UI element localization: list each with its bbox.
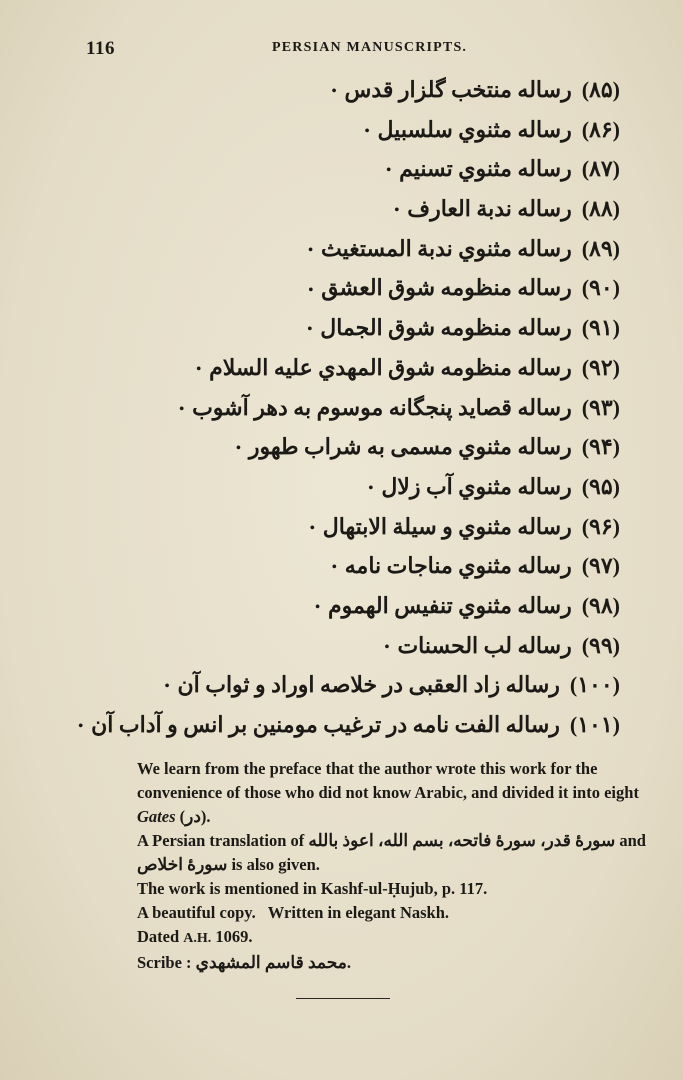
list-item — [90, 507, 620, 547]
era-label: A.H. — [183, 931, 212, 946]
list-item — [90, 110, 620, 150]
bullet-mark: • — [394, 203, 400, 219]
entry-title: رساله مثنوي مناجات نامه — [344, 553, 572, 579]
entry-number: (۹۴) — [581, 434, 620, 460]
list-item — [90, 149, 620, 189]
bullet-mark: • — [309, 520, 315, 536]
entry-title: رساله الفت نامه در ترغيب مومنين بر انس و آداب آن — [91, 712, 560, 737]
list-item — [90, 229, 620, 269]
bullet-mark: • — [196, 361, 202, 377]
entry-number: (۸۶) — [581, 116, 620, 142]
bullet-mark: • — [368, 480, 374, 496]
list-item — [78, 705, 620, 745]
entry-title: رساله مثنوي تنفيس الهموم — [328, 592, 572, 618]
bullet-mark: • — [307, 322, 313, 338]
list-item — [90, 665, 620, 705]
bullet-mark: • — [179, 401, 185, 417]
entry-title: رساله مثنوي مسمى به شراب طهور — [248, 434, 572, 460]
entry-title: رساله مثنوي و سيلة الابتهال — [322, 513, 572, 539]
entry-number: (۱۰۱) — [569, 712, 620, 737]
bullet-mark: • — [235, 441, 241, 457]
entry-number: (۹۱) — [581, 315, 620, 341]
entry-number: (۹۶) — [581, 513, 620, 539]
entry-list — [78, 70, 620, 745]
entry-number: (۹۵) — [581, 473, 620, 499]
entry-title: رساله ندبة العارف — [407, 196, 572, 222]
paragraph-copy: A beautiful copy. Written in elegant Naskh. — [137, 903, 450, 922]
translation-arabic-1: سورهٔ قدر، سورهٔ فاتحه، بسم الله، اعوذ بالله — [308, 831, 616, 850]
bullet-mark: • — [164, 679, 170, 695]
section-rule — [296, 998, 390, 999]
list-item — [90, 268, 620, 308]
bullet-mark: • — [315, 600, 321, 616]
bullet-mark: • — [308, 282, 314, 298]
bullet-mark: • — [384, 639, 390, 655]
list-item — [90, 626, 620, 666]
paragraph-scribe: Scribe : محمد قاسم المشهدي. — [137, 953, 351, 972]
bullet-mark: • — [331, 84, 337, 100]
bullet-mark: • — [308, 242, 314, 258]
bullet-mark: • — [78, 719, 84, 735]
gates-word: Gates — [137, 807, 176, 826]
entry-number: (۹۰) — [581, 275, 620, 301]
list-item — [90, 586, 620, 626]
entry-number: (۸۵) — [581, 77, 620, 102]
entry-title: رساله مثنوي سلسبيل — [377, 116, 572, 142]
running-head: PERSIAN MANUSCRIPTS. — [272, 40, 468, 55]
entry-title: رساله زاد العقبى در خلاصه اوراد و ثواب آن — [177, 672, 560, 698]
paragraph-preface: We learn from the preface that the author wrote this work for the convenience of those who did not know Arabic, and divided it into eight Gates (در). — [137, 759, 639, 826]
list-item — [90, 546, 620, 586]
entry-title: رساله مثنوي ندبة المستغيث — [321, 235, 572, 261]
bullet-mark: • — [386, 163, 392, 179]
entry-title: رساله منظومه شوق المهدي عليه السلام — [209, 354, 572, 380]
entry-title: رساله منتخب گلزار قدس — [344, 77, 572, 102]
entry-number: (۱۰۰) — [569, 672, 620, 698]
paragraph-translation: A Persian translation of سورهٔ قدر، سورهٔ فاتحه، بسم الله، اعوذ بالله and سورهٔ اخلاص is also given. — [137, 831, 646, 874]
list-item — [90, 427, 620, 467]
translation-arabic-2: سورهٔ اخلاص — [137, 855, 228, 874]
description-block — [97, 757, 667, 975]
entry-title: رساله مثنوي تسنيم — [399, 156, 572, 182]
entry-number: (۹۹) — [581, 632, 620, 658]
list-item — [90, 467, 620, 507]
scribe-name-arabic: محمد قاسم المشهدي — [195, 953, 347, 972]
bullet-mark: • — [364, 123, 370, 139]
entry-title: رساله قصايد پنجگانه موسوم به دهر آشوب — [192, 394, 572, 420]
bullet-mark: • — [331, 560, 337, 576]
list-item — [90, 70, 620, 110]
entry-number: (۹۷) — [581, 553, 620, 579]
entry-title: رساله مثنوي آب زلال — [381, 473, 572, 499]
entry-title: رساله منظومه شوق الجمال — [320, 315, 572, 341]
page-number: 116 — [86, 38, 115, 59]
paragraph-dated: Dated A.H. 1069. — [137, 927, 253, 946]
gates-arabic: در — [185, 807, 201, 826]
entry-number: (۹۸) — [581, 592, 620, 618]
entry-title: رساله منظومه شوق العشق — [321, 275, 572, 301]
entry-number: (۹۲) — [581, 354, 620, 380]
list-item — [90, 189, 620, 229]
entry-number: (۸۹) — [581, 235, 620, 261]
entry-title: رساله لب الحسنات — [397, 632, 572, 658]
entry-number: (۸۸) — [581, 196, 620, 222]
entry-number: (۸۷) — [581, 156, 620, 182]
list-item — [90, 348, 620, 388]
list-item — [90, 308, 620, 348]
entry-number: (۹۳) — [581, 394, 620, 420]
list-item — [90, 388, 620, 428]
paragraph-reference: The work is mentioned in Kashf-ul-Ḥujub, p. 117. — [137, 879, 488, 898]
